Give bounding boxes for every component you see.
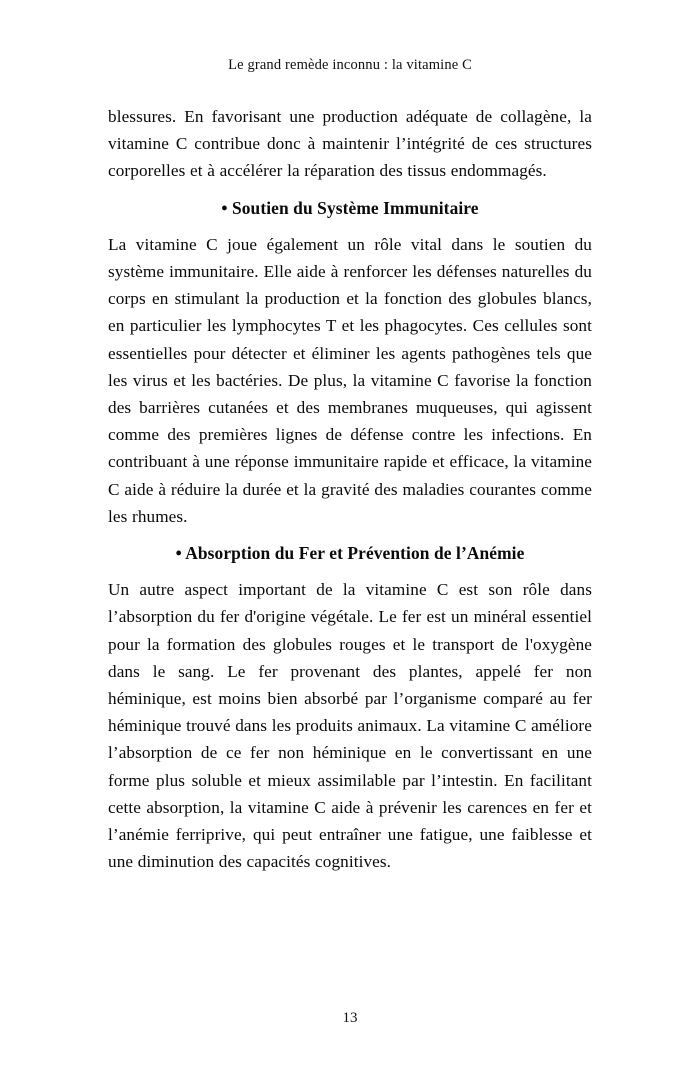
spacer-before-heading-absorption-fer bbox=[108, 530, 592, 540]
spacer-after-heading-immunitaire bbox=[108, 222, 592, 231]
spacer-after-heading-absorption-fer bbox=[108, 567, 592, 576]
paragraph-systeme-immunitaire: La vitamine C joue également un rôle vital dans le soutien du système immunitaire. Elle aide à renforcer les défenses naturelles du corps en stimulant la production et la fonction des globules blancs, en particulier les lymphocytes T et les phagocytes. Ces cellules sont essentielles pour détecter et éliminer les agents pathogènes tels que les virus et les bactéries. De plus, la vitamine C favorise la fonction des barrières cutanées et des membranes muqueuses, qui agissent comme des premières lignes de défense contre les infections. En contribuant à une réponse immunitaire rapide et efficace, la vitamine C aide à réduire la durée et la gravité des maladies courantes comme les rhumes. bbox=[108, 234, 592, 526]
spacer-before-heading-immunitaire bbox=[108, 185, 592, 195]
section-heading-absorption-du-fer: • Absorption du Fer et Prévention de l’Anémie bbox=[175, 543, 525, 564]
paragraph-absorption-du-fer: Un autre aspect important de la vitamine C est son rôle dans l’absorption du fer d'origine végétale. Le fer est un minéral essentiel pour la formation des globules rouges et le transport de l'oxygène dans le sang. Le fer provenant des plantes, appelé fer non héminique, est moins bien absorbé par l’organisme comparé au fer héminique trouvé dans les produits animaux. La vitamine C améliore l’absorption de ce fer non héminique en le convertissant en une forme plus soluble et mieux assimilable par l’intestin. En facilitant cette absorption, la vitamine C aide à prévenir les carences en fer et l’anémie ferriprive, qui peut entraîner une fatigue, une faiblesse et une diminution des capacités cognitives. bbox=[108, 580, 592, 872]
paragraph-collagene: blessures. En favorisant une production adéquate de collagène, la vitamine C contribue donc à maintenir l’intégrité de ces structures corporelles et à accélérer la réparation des tissus endommagés. bbox=[108, 107, 592, 181]
page-number: 13 bbox=[342, 1010, 358, 1026]
running-header: Le grand remède inconnu : la vitamine C bbox=[228, 57, 472, 73]
page-body-text bbox=[108, 103, 592, 875]
section-heading-soutien-systeme-immunitaire: • Soutien du Système Immunitaire bbox=[221, 197, 479, 218]
